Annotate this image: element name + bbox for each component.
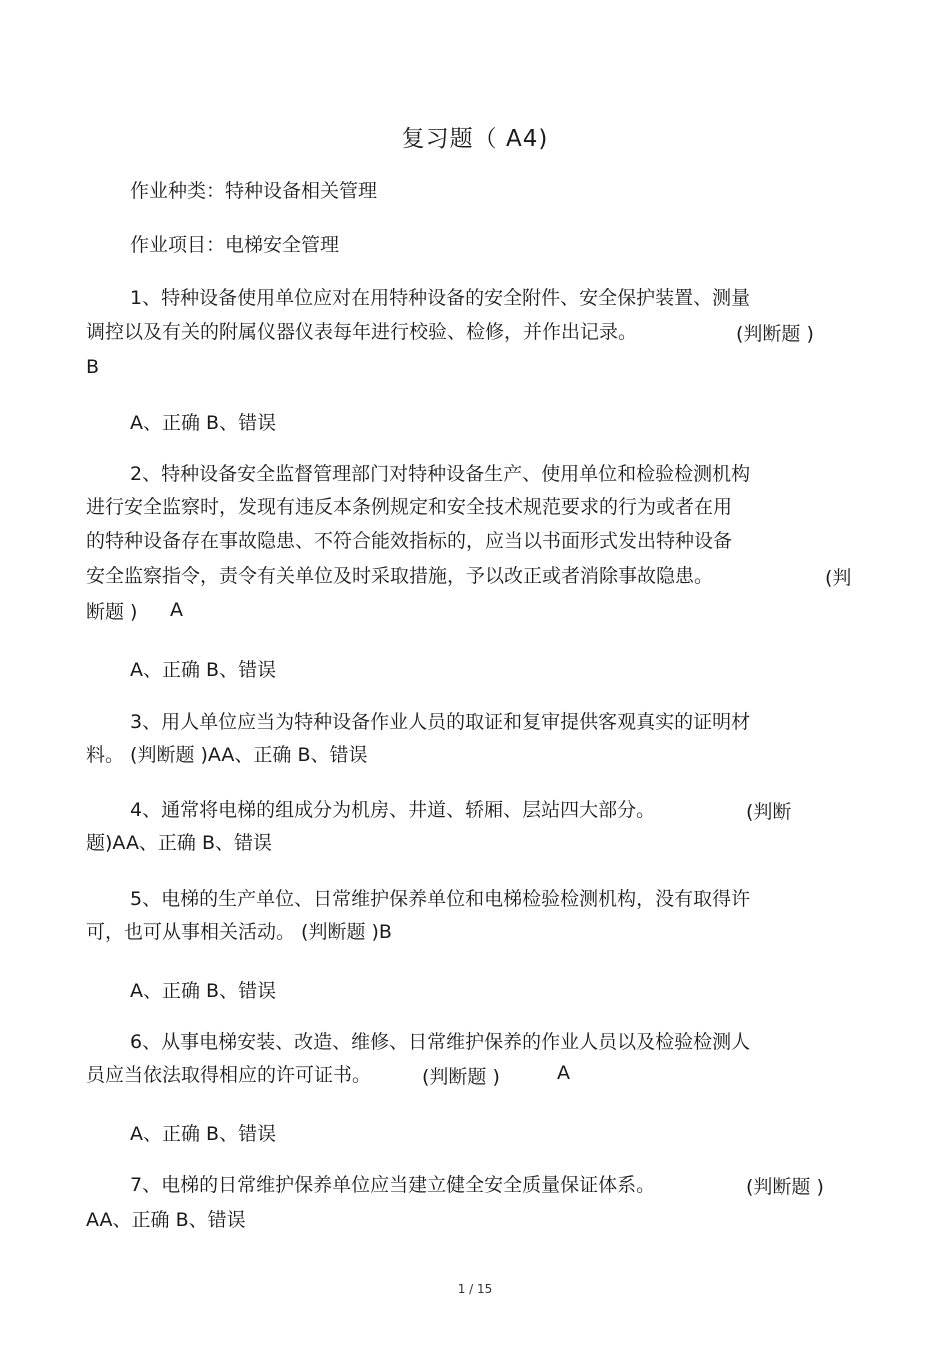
question-1-line-2: 调控以及有关的附属仪器仪表每年进行校验、检修，并作出记录。 — [86, 321, 638, 343]
question-4-line-1: 4、通常将电梯的组成分为机房、井道、轿厢、层站四大部分。 — [130, 799, 656, 821]
question-5-options: A、正确 B、错误 — [130, 980, 277, 1002]
question-6-line-2: 员应当依法取得相应的许可证书。 — [86, 1064, 372, 1086]
question-2-type-tag-start: (判 — [825, 567, 852, 589]
question-7-line-2: AA、正确 B、错误 — [86, 1209, 246, 1231]
question-2-type-tag-end: 断题 ) — [86, 601, 138, 623]
document-title: 复习题（ A4) — [401, 126, 549, 152]
question-1-options: A、正确 B、错误 — [130, 412, 277, 434]
question-2-line-1: 2、特种设备安全监督管理部门对特种设备生产、使用单位和检验检测机构 — [130, 463, 751, 485]
work-project: 作业项目：电梯安全管理 — [130, 234, 340, 256]
question-3-line-1: 3、用人单位应当为特种设备作业人员的取证和复审提供客观真实的证明材 — [130, 711, 751, 733]
work-category: 作业种类：特种设备相关管理 — [130, 180, 378, 202]
question-6-answer: A — [557, 1062, 570, 1084]
question-4-type-tag: (判断 — [746, 801, 792, 823]
question-6-line-1: 6、从事电梯安装、改造、维修、日常维护保养的作业人员以及检验检测人 — [130, 1031, 751, 1053]
question-2-line-3: 的特种设备存在事故隐患、不符合能效指标的，应当以书面形式发出特种设备 — [86, 530, 733, 552]
question-2-line-2: 进行安全监察时，发现有违反本条例规定和安全技术规范要求的行为或者在用 — [86, 496, 733, 518]
question-5-line-2: 可，也可从事相关活动。 (判断题 )B — [86, 921, 392, 943]
question-1-answer: B — [86, 356, 100, 378]
question-6-options: A、正确 B、错误 — [130, 1123, 277, 1145]
question-5-line-1: 5、电梯的生产单位、日常维护保养单位和电梯检验检测机构，没有取得许 — [130, 888, 751, 910]
question-4-line-2: 题)AA、正确 B、错误 — [86, 832, 273, 854]
question-1-line-1: 1、特种设备使用单位应对在用特种设备的安全附件、安全保护装置、测量 — [130, 287, 751, 309]
question-6-type-tag: (判断题 ) — [422, 1066, 500, 1088]
question-2-options: A、正确 B、错误 — [130, 659, 277, 681]
question-7-line-1: 7、电梯的日常维护保养单位应当建立健全安全质量保证体系。 — [130, 1174, 656, 1196]
question-3-line-2: 料。 (判断题 )AA、正确 B、错误 — [86, 744, 368, 766]
question-1-type-tag: (判断题 ) — [736, 323, 814, 345]
page-indicator: 1 / 15 — [457, 1282, 493, 1296]
question-2-answer: A — [170, 599, 183, 621]
question-2-line-4: 安全监察指令，责令有关单位及时采取措施，予以改正或者消除事故隐患。 — [86, 565, 714, 587]
question-7-type-tag: (判断题 ) — [746, 1176, 824, 1198]
